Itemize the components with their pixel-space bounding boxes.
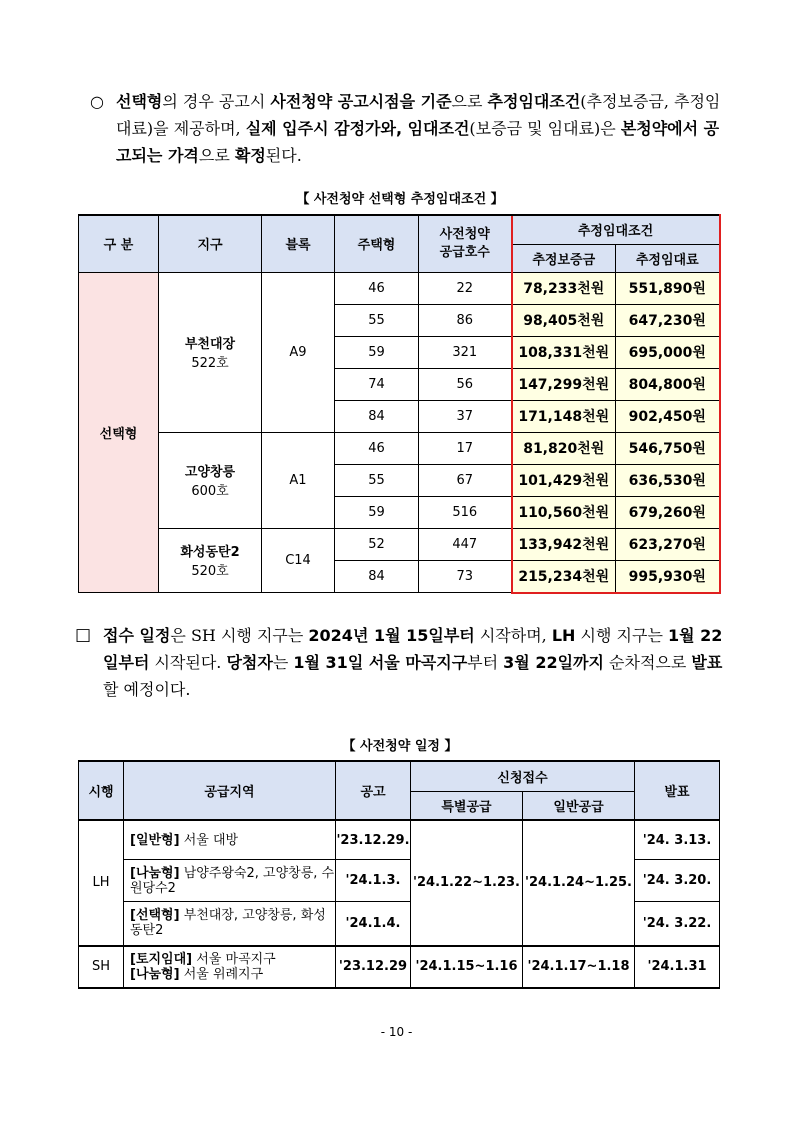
cell-type: 59 bbox=[335, 496, 419, 528]
cell-supply: 86 bbox=[419, 304, 512, 336]
cell-rent: 636,530원 bbox=[616, 464, 720, 496]
header-estimated-conditions: 추정임대조건 bbox=[512, 215, 720, 244]
notice-date: '23.12.29 bbox=[336, 946, 411, 988]
cell-type: 46 bbox=[335, 432, 419, 464]
notice-date: '24.1.4. bbox=[336, 902, 411, 946]
header-supply: 사전청약 공급호수 bbox=[419, 215, 512, 272]
square-bullet: □ bbox=[75, 625, 92, 645]
page-number: - 10 - bbox=[380, 1025, 413, 1039]
cell-rent: 695,000원 bbox=[616, 336, 720, 368]
header-rent: 추정임대료 bbox=[616, 244, 720, 272]
cell-deposit: 98,405천원 bbox=[512, 304, 616, 336]
cell-deposit: 133,942천원 bbox=[512, 528, 616, 560]
announce-date: '24. 3.20. bbox=[635, 860, 720, 902]
cell-type: 55 bbox=[335, 304, 419, 336]
header-apply: 신청접수 bbox=[411, 761, 635, 791]
block-a9: A9 bbox=[262, 272, 335, 432]
district-goyang: 고양창릉 600호 bbox=[159, 432, 262, 528]
agency-sh: SH bbox=[79, 946, 124, 988]
area-cell: [나눔형] 남양주왕숙2, 고양창릉, 수원당수2 bbox=[124, 860, 336, 902]
cell-rent: 551,890원 bbox=[616, 272, 720, 304]
lh-special-period: '24.1.22~1.23. bbox=[411, 820, 523, 946]
header-agency: 시행 bbox=[79, 761, 124, 820]
notice-date: '24.1.3. bbox=[336, 860, 411, 902]
cell-type: 46 bbox=[335, 272, 419, 304]
group-selective: 선택형 bbox=[79, 272, 159, 593]
cell-deposit: 78,233천원 bbox=[512, 272, 616, 304]
cell-deposit: 215,234천원 bbox=[512, 560, 616, 593]
table1-caption: 【 사전청약 선택형 추정임대조건 】 bbox=[296, 192, 504, 207]
cell-type: 59 bbox=[335, 336, 419, 368]
cell-supply: 67 bbox=[419, 464, 512, 496]
cell-type: 55 bbox=[335, 464, 419, 496]
cell-type: 84 bbox=[335, 560, 419, 593]
cell-rent: 995,930원 bbox=[616, 560, 720, 593]
header-deposit: 추정보증금 bbox=[512, 244, 616, 272]
cell-deposit: 171,148천원 bbox=[512, 400, 616, 432]
cell-supply: 22 bbox=[419, 272, 512, 304]
header-gubun: 구 분 bbox=[79, 215, 159, 272]
cell-supply: 447 bbox=[419, 528, 512, 560]
selective-type-paragraph: ○ 선택형의 경우 공고시 사전청약 공고시점을 기준으로 추정임대조건(추정보증금, 추정임대료)을 제공하며, 실제 입주시 감정가와, 임대조건(보증금 및 임대료)은 본청약에서 공고되는 가격으로 확정된다. bbox=[90, 88, 730, 169]
cell-rent: 804,800원 bbox=[616, 368, 720, 400]
cell-deposit: 110,560천원 bbox=[512, 496, 616, 528]
cell-rent: 546,750원 bbox=[616, 432, 720, 464]
area-cell: [선택형] 부천대장, 고양창릉, 화성동탄2 bbox=[124, 902, 336, 946]
announce-date: '24.1.31 bbox=[635, 946, 720, 988]
cell-deposit: 108,331천원 bbox=[512, 336, 616, 368]
sh-special-period: '24.1.15~1.16 bbox=[411, 946, 523, 988]
header-district: 지구 bbox=[159, 215, 262, 272]
cell-deposit: 101,429천원 bbox=[512, 464, 616, 496]
cell-supply: 56 bbox=[419, 368, 512, 400]
circle-bullet: ○ bbox=[90, 92, 104, 111]
cell-type: 74 bbox=[335, 368, 419, 400]
announce-date: '24. 3.13. bbox=[635, 820, 720, 860]
district-bucheon: 부천대장 522호 bbox=[159, 272, 262, 432]
cell-supply: 321 bbox=[419, 336, 512, 368]
cell-rent: 647,230원 bbox=[616, 304, 720, 336]
cell-type: 52 bbox=[335, 528, 419, 560]
area-cell: [일반형] 서울 대방 bbox=[124, 820, 336, 860]
cell-type: 84 bbox=[335, 400, 419, 432]
header-announce: 발표 bbox=[635, 761, 720, 820]
header-general: 일반공급 bbox=[523, 791, 635, 820]
announce-date: '24. 3.22. bbox=[635, 902, 720, 946]
cell-deposit: 81,820천원 bbox=[512, 432, 616, 464]
sh-general-period: '24.1.17~1.18 bbox=[523, 946, 635, 988]
district-hwaseong: 화성동탄2 520호 bbox=[159, 528, 262, 593]
header-area: 공급지역 bbox=[124, 761, 336, 820]
header-special: 특별공급 bbox=[411, 791, 523, 820]
cell-rent: 902,450원 bbox=[616, 400, 720, 432]
lh-general-period: '24.1.24~1.25. bbox=[523, 820, 635, 946]
table2-caption: 【 사전청약 일정 】 bbox=[342, 739, 458, 754]
cell-supply: 516 bbox=[419, 496, 512, 528]
agency-lh: LH bbox=[79, 820, 124, 946]
header-type: 주택형 bbox=[335, 215, 419, 272]
cell-supply: 73 bbox=[419, 560, 512, 593]
cell-rent: 679,260원 bbox=[616, 496, 720, 528]
cell-rent: 623,270원 bbox=[616, 528, 720, 560]
block-c14: C14 bbox=[262, 528, 335, 593]
header-notice: 공고 bbox=[336, 761, 411, 820]
block-a1: A1 bbox=[262, 432, 335, 528]
estimated-rent-table bbox=[78, 214, 721, 594]
cell-supply: 37 bbox=[419, 400, 512, 432]
notice-date: '23.12.29. bbox=[336, 820, 411, 860]
cell-deposit: 147,299천원 bbox=[512, 368, 616, 400]
application-schedule-paragraph: □ 접수 일정은 SH 시행 지구는 2024년 1월 15일부터 시작하며, LH 시행 지구는 1월 22일부터 시작된다. 당첨자는 1월 31일 서울 마곡지구부터 3월 22일까지 순차적으로 발표할 예정이다. bbox=[75, 622, 730, 703]
cell-supply: 17 bbox=[419, 432, 512, 464]
area-cell: [토지임대] 서울 마곡지구 [나눔형] 서울 위례지구 bbox=[124, 946, 336, 988]
header-block: 블록 bbox=[262, 215, 335, 272]
pre-subscription-schedule-table bbox=[78, 760, 720, 989]
